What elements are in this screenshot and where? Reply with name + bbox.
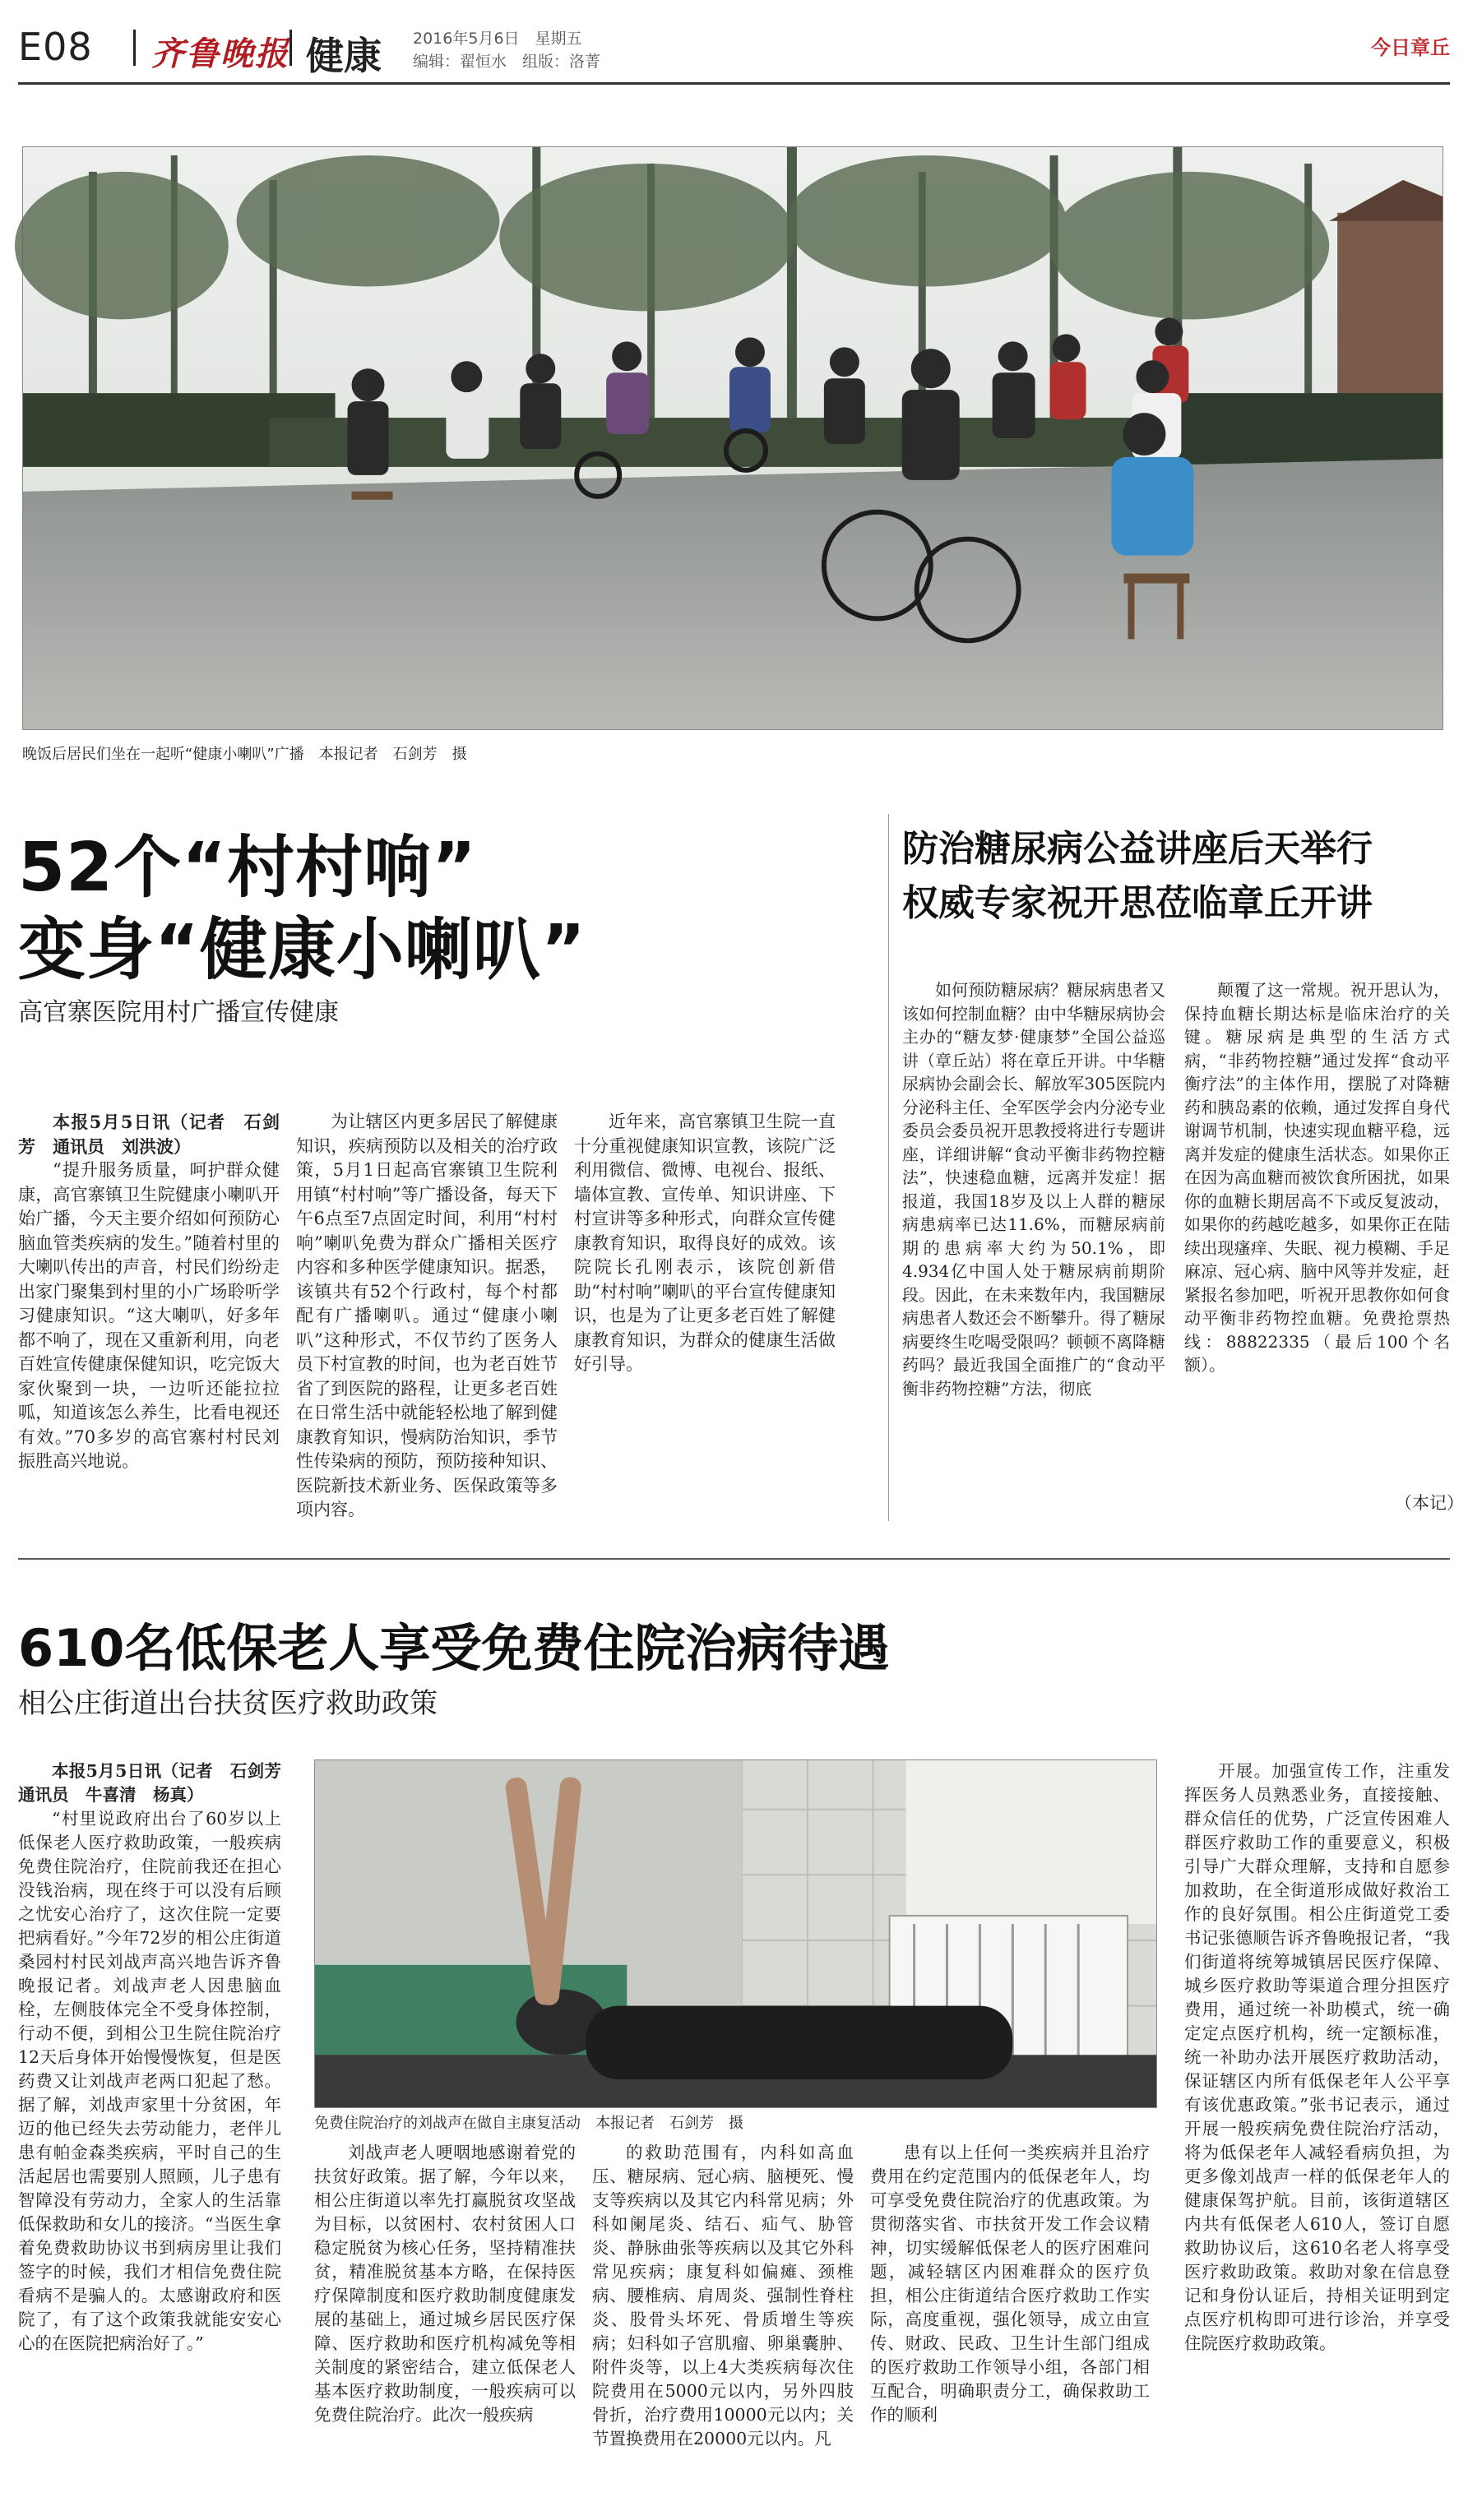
story2-paragraph: 如何预防糖尿病？糖尿病患者又该如何控制血糖？由中华糖尿病协会主办的“糖友梦·健康梦”全国公益巡讲（章丘站）将在章丘开讲。中华糖尿病协会副会长、解放军305医院内分泌科主任、全军医学会内分泌专业委员会委员祝开思教授将进行专题讲座，详细讲解“食动平衡非药物控糖法”，快速稳血糖，远离并发症！据报道，我国18岁及以上人群的糖尿病患病率已达11.6%，而糖尿病前期的患病率大约为50.1%，即4.934亿中国人处于糖尿病前期阶段。因此，在未来数年内，我国糖尿病患者人数还会不断攀升。得了糖尿病要终生吃喝受限吗？顿顿不离降糖药吗？最近我国全面推广的“食动平衡非药物控糖”方法，彻底 bbox=[902, 980, 1165, 1399]
photo-caption: 晚饭后居民们坐在一起听“健康小喇叭”广播 本报记者 石剑芳 摄 bbox=[22, 746, 467, 763]
story3-subhead: 相公庄街道出台扶贫医疗救助政策 bbox=[18, 1687, 438, 1720]
story3-headline: 610名低保老人享受免费住院治病待遇 bbox=[18, 1618, 890, 1678]
story3-column-1 bbox=[18, 1759, 299, 2504]
story2-paragraph: 颠覆了这一常规。祝开思认为，保持血糖长期达标是临床治疗的关键。糖尿病是典型的生活方式病，“非药物控糖”通过发挥“食动平衡疗法”的主体作用，摆脱了对降糖药和胰岛素的依赖，通过发挥自身代谢调节机制，快速实现血糖平稳，远离并发症的健康生活状态。如果你正在因为高血糖而被饮食所困扰，如果你的血糖长期居高不下或反复波动，如果你的药越吃越多，如果你正在陆续出现瘙痒、失眠、视力模糊、手足麻凉、冠心病、脑中风等并发症，赶紧报名参加吧，听祝开思教你如何食动平衡非药物控血糖。免费抢票热线：88822335（最后100个名额）。 bbox=[1184, 980, 1450, 1375]
story3-paragraph: “村里说政府出台了60岁以上低保老人医疗救助政策，一般疾病免费住院治疗，住院前我还在担心没钱治病，现在终于可以没有后顾之忧安心治疗了，这次住院一定要把病看好。”今年72岁的相公庄街道桑园村村民刘战声高兴地告诉齐鲁晚报记者。刘战声老人因患脑血栓，左侧肢体完全不受身体控制，行动不便，到相公卫生院住院治疗12天后身体开始慢慢恢复，但是医药费又让刘战声老两口犯起了愁。据了解，刘战声家里十分贫困，年迈的他已经失去劳动能力，老伴儿患有帕金森类疾病，平时自己的生活起居也需要别人照顾，儿子患有智障没有劳动力，全家人的生活靠低保救助和女儿的接济。“当医生拿着免费救助协议书到病房里让我们签字的时候，我们才相信免费住院看病不是骗人的。太感谢政府和医院了，有了这个政策我就能安安心心的在医院把病治好了。” bbox=[18, 1809, 281, 2353]
story3-column-5 bbox=[1184, 1759, 1450, 2504]
story2-column-2 bbox=[1184, 978, 1450, 1505]
edition-label: 今日章丘 bbox=[1371, 36, 1450, 59]
story1-headline-line2: 变身“健康小喇叭” bbox=[18, 911, 586, 989]
story2-headline-line2: 权威专家祝开思莅临章丘开讲 bbox=[902, 882, 1373, 924]
villagers-photo-image bbox=[23, 147, 1443, 729]
patient-photo-caption: 免费住院治疗的刘战声在做自主康复活动 本报记者 石剑芳 摄 bbox=[314, 2115, 743, 2132]
story1-paragraph: “提升服务质量，呵护群众健康，高官寨镇卫生院健康小喇叭开始广播，今天主要介绍如何预防心脑血管类疾病的发生。”随着村里的大喇叭传出的声音，村民们纷纷走出家门聚集到村里的小广场聆听学习健康知识。“这大喇叭，好多年都不响了，现在又重新利用，向老百姓宣传健康保健知识，吃完饭大家伙聚到一块，一边听还能拉拉呱，知道该怎么养生，比看电视还有效。”70多岁的高官寨村村民刘振胜高兴地说。 bbox=[18, 1160, 280, 1471]
masthead bbox=[18, 18, 1450, 77]
villagers-photo bbox=[22, 146, 1443, 730]
story2-credit: （本记） bbox=[1395, 1493, 1464, 1513]
story3-paragraph: 刘战声老人哽咽地感谢着党的扶贫好政策。据了解，今年以来，相公庄街道以率先打赢脱贫攻坚战为目标，以贫困村、农村贫困人口稳定脱贫为核心任务，坚持精准扶贫，精准脱贫基本方略，在保持医疗保障制度和医疗救助制度健康发展的基础上，通过城乡居民医疗保障、医疗救助和医疗机构减免等相关制度的紧密结合，建立低保老人基本医疗救助制度，一般疾病可以免费住院治疗。此次一般疾病 bbox=[314, 2143, 576, 2425]
section-divider bbox=[18, 1558, 1450, 1560]
story2-headline-line1: 防治糖尿病公益讲座后天举行 bbox=[902, 828, 1373, 870]
story1-subhead: 高官寨医院用村广播宣传健康 bbox=[18, 998, 339, 1027]
issue-date: 2016年5月6日 星期五 bbox=[413, 30, 582, 48]
patient-photo bbox=[314, 1759, 1157, 2108]
editor-credits: 编辑：翟恒水 组版：洛菁 bbox=[413, 53, 601, 71]
story3-column-3 bbox=[592, 2141, 854, 2504]
newspaper-logo: 齐鲁晚报 bbox=[151, 35, 289, 73]
story3-paragraph: 的救助范围有，内科如高血压、糖尿病、冠心病、脑梗死、慢支等疾病以及其它内科常见病；外科如阑尾炎、结石、疝气、胁管炎、静脉曲张等疾病以及其它外科常见疾病；康复科如偏瘫、颈椎病、腰椎病、肩周炎、强制性脊柱炎、股骨头坏死、骨质增生等疾病；妇科如子宫肌瘤、卵巢囊肿、附件炎等，以上4大类疾病每次住院费用在5000元以内，另外四肢骨折，治疗费用10000元以内；关节置换费用在20000元以内。凡 bbox=[592, 2143, 854, 2448]
section-title: 健康 bbox=[306, 34, 382, 78]
divider bbox=[133, 30, 136, 66]
story3-dateline: 本报5月5日讯（记者 石剑芳 通讯员 牛喜清 杨真） bbox=[18, 1761, 299, 1805]
story3-column-4 bbox=[870, 2141, 1150, 2504]
story1-column-1 bbox=[18, 1110, 280, 1513]
story1-paragraph: 近年来，高官寨镇卫生院一直十分重视健康知识宣教，该院广泛利用微信、微博、电视台、报纸、墙体宣教、宣传单、知识讲座、下村宣讲等多种形式，向群众宣传健康教育知识，取得良好的成效。该院院长孔刚表示，该院创新借助“村村响”喇叭的平台宣传健康知识，也是为了让更多老百姓了解健康教育知识，为群众的健康生活做好引导。 bbox=[574, 1112, 836, 1374]
story1-dateline: 本报5月5日讯（记者 石剑芳 通讯员 刘洪波） bbox=[18, 1112, 280, 1157]
story1-headline-line1: 52个“村村响” bbox=[18, 829, 477, 907]
masthead-rule bbox=[18, 82, 1450, 85]
page-number: E08 bbox=[18, 25, 93, 69]
patient-photo-image bbox=[315, 1760, 1156, 2107]
divider bbox=[289, 30, 292, 66]
story1-column-3 bbox=[574, 1110, 836, 1513]
story3-paragraph: 患有以上任何一类疾病并且治疗费用在约定范围内的低保老年人，均可享受免费住院治疗的优惠政策。为贯彻落实省、市扶贫开发工作会议精神，切实缓解低保老人的医疗困难问题，减轻辖区内困难群众的医疗负担，相公庄街道结合医疗救助工作实际，高度重视，强化领导，成立由宣传、财政、民政、卫生计生部门组成的医疗救助工作领导小组，各部门相互配合，明确职责分工，确保救助工作的顺利 bbox=[870, 2143, 1150, 2425]
story3-paragraph: 开展。加强宣传工作，注重发挥医务人员熟悉业务，直接接触、群众信任的优势，广泛宣传困难人群医疗救助工作的重要意义，积极引导广大群众理解，支持和自愿参加救助，在全街道形成做好救治工作的良好氛围。相公庄街道党工委书记张德顺告诉齐鲁晚报记者，“我们街道将统筹城镇居民医疗保障、城乡医疗救助等渠道合理分担医疗费用，通过统一补助模式，统一确定定点医疗机构，统一定额标准，统一补助办法开展医疗救助活动，保证辖区内所有低保老年人公平享有该优惠政策。”张书记表示，通过开展一般疾病免费住院治疗活动，将为低保老年人减轻看病负担，为更多像刘战声一样的低保老年人的健康保驾护航。目前，该街道辖区内共有低保老人610人，签订自愿救助协议后，这610名老人将享受医疗救助政策。救助对象在信息登记和身份认证后，持相关证明到定点医疗机构即可进行诊治，并享受住院医疗救助政策。 bbox=[1184, 1761, 1450, 2353]
story3-column-2 bbox=[314, 2141, 576, 2504]
column-divider bbox=[888, 814, 889, 1521]
story1-paragraph: 为让辖区内更多居民了解健康知识，疾病预防以及相关的治疗政策，5月1日起高官寨镇卫生院利用镇“村村响”等广播设备，每天下午6点至7点固定时间，利用“村村响”喇叭免费为群众广播相关医疗内容和多种医学健康知识。据悉，该镇共有52个行政村，每个村都配有广播喇叭。通过“健康小喇叭”这种形式，不仅节约了医务人员下村宣教的时间，也为老百姓节省了到医院的路程，让更多老百姓在日常生活中就能轻松地了解到健康教育知识，慢病防治知识，季节性传染病的预防，预防接种知识、医院新技术新业务、医保政策等多项内容。 bbox=[296, 1112, 558, 1519]
story2-column-1 bbox=[902, 978, 1165, 1505]
story1-column-2 bbox=[296, 1110, 558, 1519]
